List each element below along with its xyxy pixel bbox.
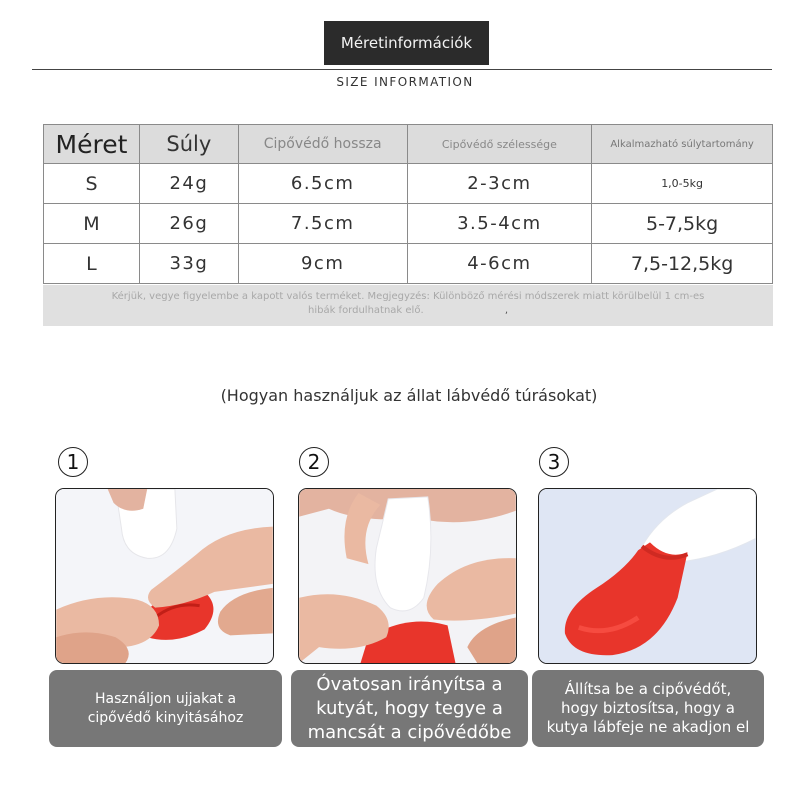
step-1-photo (55, 488, 274, 664)
step-3-number: 3 (539, 447, 569, 477)
table-header-row (44, 125, 773, 164)
step-1-caption-line: Használjon ujjakat a (94, 690, 237, 707)
header-size: Méret (44, 125, 140, 164)
step-1-number: 1 (58, 447, 88, 477)
cell-weight-range: 1,0-5kg (592, 164, 773, 204)
step-1-caption (49, 670, 282, 747)
step-2-caption-line: Óvatosan irányítsa a (316, 673, 503, 695)
cell-weight-range: 7,5-12,5kg (592, 244, 773, 284)
howto-title: (Hogyan használjuk az állat lábvédő túrásokat) (220, 386, 598, 405)
fingers-opening-bootie-icon (56, 489, 273, 663)
header-length: Cipővédő hossza (238, 125, 407, 164)
note-line-1: Kérjük, vegye figyelembe a kapott valós terméket. Megjegyzés: Különböző mérési módszerek miatt körülbelül 1 cm-es (111, 291, 705, 302)
cell-size: S (44, 164, 140, 204)
step-3-caption-line: hogy biztosítsa, hogy a (561, 699, 735, 717)
step-2-photo (298, 488, 517, 664)
paw-into-bootie-icon (299, 489, 516, 663)
size-info-title: Méretinformációk (324, 21, 489, 65)
table-row (44, 164, 773, 204)
cell-length: 9cm (238, 244, 407, 284)
cell-size: L (44, 244, 140, 284)
size-table (43, 124, 773, 284)
note-trail: , (504, 305, 509, 316)
cell-weight: 24g (139, 164, 238, 204)
measurement-note (43, 285, 773, 326)
table-row (44, 244, 773, 284)
step-1-caption-line: cipővédő kinyitásához (87, 709, 244, 726)
step-3-caption-line: Állítsa be a cipővédőt, (564, 680, 732, 698)
cell-weight-range: 5-7,5kg (592, 204, 773, 244)
cell-width: 2-3cm (407, 164, 592, 204)
cell-width: 3.5-4cm (407, 204, 592, 244)
note-line-2 (43, 304, 773, 318)
step-3-caption-line: kutya lábfeje ne akadjon el (546, 718, 750, 736)
cell-length: 7.5cm (238, 204, 407, 244)
header-width: Cipővédő szélessége (407, 125, 592, 164)
step-2-caption-line: kutyát, hogy tegye a (316, 697, 503, 719)
cell-size: M (44, 204, 140, 244)
cell-weight: 26g (139, 204, 238, 244)
step-2-caption-line: mancsát a cipővédőbe (307, 721, 512, 743)
title-divider (32, 69, 772, 70)
header-weight: Súly (139, 125, 238, 164)
step-2-caption (291, 670, 528, 747)
bootie-on-paw-icon (539, 489, 756, 663)
table-row (44, 204, 773, 244)
cell-length: 6.5cm (238, 164, 407, 204)
note-line-2-text: hibák fordulhatnak elő. (307, 305, 424, 316)
cell-width: 4-6cm (407, 244, 592, 284)
step-2-number: 2 (299, 447, 329, 477)
size-info-subtitle: SIZE INFORMATION (336, 75, 474, 89)
step-3-photo (538, 488, 757, 664)
header-weight-range: Alkalmazható súlytartomány (592, 125, 773, 164)
cell-weight: 33g (139, 244, 238, 284)
step-3-caption (532, 670, 764, 747)
